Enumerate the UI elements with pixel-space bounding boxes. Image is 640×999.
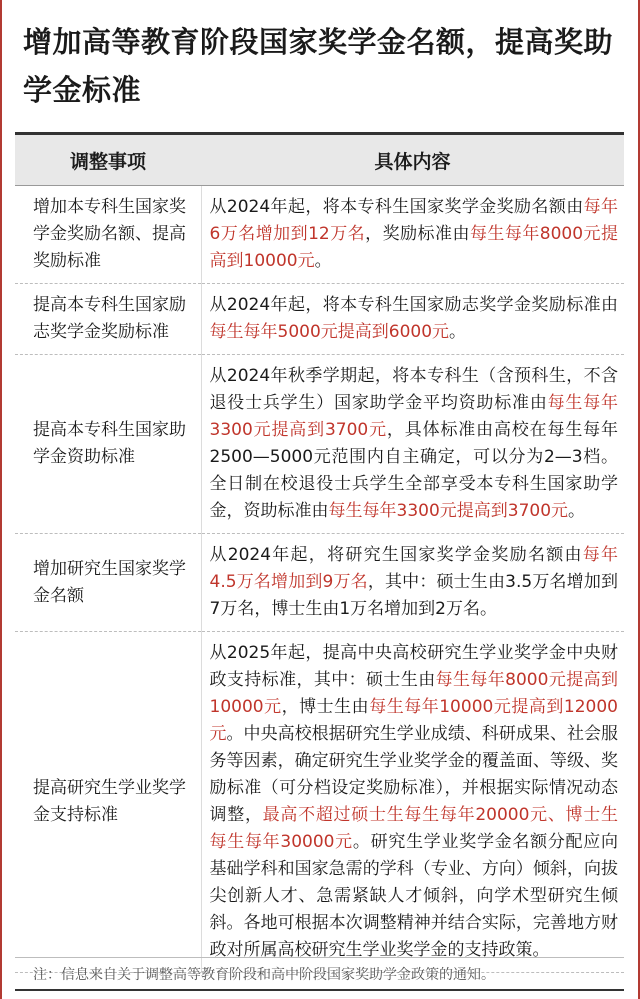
table-header-row [15,134,624,186]
table-row [15,632,624,973]
adjustment-content [201,534,624,632]
content-text: 从2025年起，提高中央高校研究生学业奖学金中央财政支持标准，其中：硕士生由 [209,643,618,690]
table-row [15,534,624,632]
content-text: 从2024年起，将本专科生国家励志奖学金奖励标准由 [209,295,618,315]
adjustment-item: 提高本专科生国家助学金资助标准 [15,355,201,534]
highlighted-text: 每生每年3300元提高到3700元 [328,501,569,521]
content-text: ，其中：硕士生由3.5万名增加到7万名，博士生由1万名增加到2万名。 [209,572,618,619]
highlighted-text: 每生每年8000元提高到10000元 [209,670,619,717]
highlighted-text: 每生每年10000元提高到12000元 [209,697,618,744]
content-text: 。研究生学业奖学金名额分配应向基础学科和国家急需的学科（专业、方向）倾斜，向拔尖创新人才、急需紧缺人才倾斜，向学术型研究生倾斜。各地可根据本次调整精神并结合实际，完善地方财政对所属高校研究生学业奖学金的支持政策。 [209,832,618,960]
content-text: 。 [314,251,332,271]
adjustment-content [201,355,624,534]
content-text: 从2024年秋季学期起，将本专科生（含预科生，不含退役士兵学生）国家助学金平均资助标准由 [209,366,618,413]
content-text: 。中央高校根据研究生学业成绩、科研成果、社会服务等因素，确定研究生学业奖学金的覆盖面、等级、奖励标准（可分档设定奖励标准），并根据实际情况动态调整， [209,724,619,825]
content-text: 从2024年起，将研究生国家奖学金奖励名额由 [209,545,583,565]
page-title: 增加高等教育阶段国家奖学金名额，提高奖助学金标准 [23,25,614,107]
highlighted-text: 最高不超过硕士生每生每年20000元、博士生每生每年30000元 [209,805,618,852]
content-text: ，博士生由 [281,697,370,717]
adjustment-content [201,186,624,284]
footnote: 注：信息来自关于调整高等教育阶段和高中阶段国家奖助学金政策的通知。 [15,957,624,991]
content-text: 从2024年起，将本专科生国家奖学金奖励名额由 [209,197,584,217]
adjustment-item: 提高研究生学业奖学金支持标准 [15,632,201,973]
adjustment-item: 增加研究生国家奖学金名额 [15,534,201,632]
header-content: 具体内容 [201,134,624,186]
highlighted-text: 每生每年8000元提高到10000元 [209,224,618,271]
table-row [15,186,624,284]
adjustment-content [201,632,624,973]
adjustment-content [201,284,624,355]
table-row [15,284,624,355]
content-text: 。 [568,501,586,521]
highlighted-text: 每年4.5万名增加到9万名 [209,545,619,592]
content-text: ，奖励标准由 [365,224,470,244]
header-item: 调整事项 [15,134,201,186]
adjustment-item: 提高本专科生国家励志奖学金奖励标准 [15,284,201,355]
table-row [15,355,624,534]
content-text: ，具体标准由高校在每生每年2500—5000元范围内自主确定，可以分为2—3档。全日制在校退役士兵学生全部享受本专科生国家助学金，资助标准由 [209,420,619,521]
highlighted-text: 每生每年5000元提高到6000元 [209,322,450,342]
adjustment-item: 增加本专科生国家奖学金奖励名额、提高奖励标准 [15,186,201,284]
highlighted-text: 每年6万名增加到12万名 [209,197,619,244]
policy-table [15,132,624,973]
highlighted-text: 每生每年3300元提高到3700元 [209,393,619,440]
content-text: 。 [449,322,467,342]
